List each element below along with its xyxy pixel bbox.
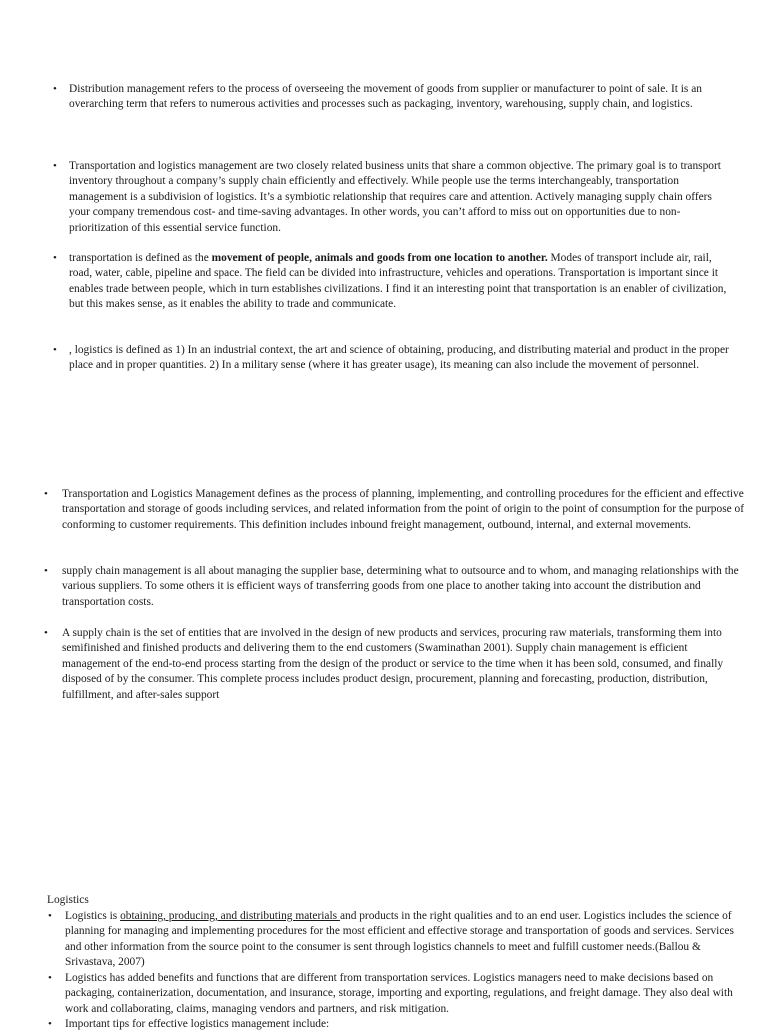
bullet-icon: •	[44, 627, 48, 639]
paragraph-text-start: Logistics is	[65, 910, 121, 922]
paragraph-text-start: transportation is defined as the	[69, 252, 212, 264]
list-item	[53, 82, 729, 113]
bullet-icon: •	[48, 910, 52, 922]
bullet-icon: •	[48, 1018, 52, 1030]
list-item	[44, 626, 748, 703]
paragraph-text: supply chain management is all about managing the supplier base, determining what to outsource and to whom, and managing relationships with the various suppliers. To some others it is efficient ways of transferring goods from one place to another taking into account the distribution and transportation costs.	[62, 565, 739, 608]
list-item	[53, 159, 729, 236]
list-item	[53, 251, 729, 313]
list-item	[48, 971, 745, 1017]
paragraph-text: Transportation and Logistics Management defines as the process of planning, implementing, and controlling procedures for the efficient and effective transportation and storage of goods including services, and related information from the point of origin to the point of consumption for the purpose of conforming to customer requirements. This definition includes inbound freight management, outbound, internal, and external movements.	[62, 488, 745, 531]
paragraph-text	[69, 251, 729, 313]
bullet-icon: •	[53, 252, 57, 264]
list-item	[44, 564, 748, 610]
list-item	[48, 1017, 745, 1032]
bold-definition: movement of people, animals and goods from one location to another.	[211, 252, 548, 264]
list-item	[53, 343, 729, 374]
bullet-icon: •	[53, 344, 57, 356]
paragraph-text-end: Modes of transport include air, rail, road, water, cable, pipeline and space. The field can be divided into infrastructure, vehicles and operations. Transportation is important since it enables trade between people, which in turn establishes civilizations. I find it an interesting point that transportation is an enabler of civilization, but this makes sense, as it enables the ability to trade and communicate.	[69, 252, 727, 311]
paragraph-text: Logistics has added benefits and functions that are different from transportation services. Logistics managers need to make decisions based on packaging, containerization, documentation, and insurance, storage, importing and exporting, regulations, and freight damage. They also deal with work and collaborating, claims, managing vendors and partners, and risk mitigation.	[65, 972, 733, 1015]
paragraph-text	[65, 909, 745, 971]
bullet-icon: •	[48, 972, 52, 984]
paragraph-text: A supply chain is the set of entities that are involved in the design of new products and services, procuring raw materials, transforming them into semifinished and finished products and delivering them to the end customers (Swaminathan 2001). Supply chain management is efficient management of the end-to-end process starting from the design of the product or service to the time when it has been sold, consumed, and finally disposed of by the consumer. This complete process includes product design, procurement, planning and forecasting, production, distribution, fulfillment, and after-sales support	[62, 627, 724, 701]
bullet-icon: •	[53, 160, 57, 172]
list-item	[48, 909, 745, 971]
bullet-icon: •	[53, 83, 57, 95]
paragraph-text: , logistics is defined as 1) In an industrial context, the art and science of obtaining, producing, and distributing material and product in the proper place and in proper quantities. 2) In a military sense (where it has greater usage), its meaning can also include the movement of personnel.	[69, 344, 729, 372]
underlined-phrase: obtaining, producing, and distributing materials	[120, 910, 340, 922]
paragraph-text-end: and products in the right qualities and to an end user. Logistics includes the science of planning for managing and implementing procedures for the most efficient and effective storage and transportation of goods and services. Services and other information from the source point to the consumer is sent through logistics channels to meet and fulfill customer needs.(Ballou & Srivastava, 2007)	[65, 910, 734, 969]
paragraph-text: Transportation and logistics management are two closely related business units that share a common objective. The primary goal is to transport inventory throughout a company’s supply chain efficiently and effectively. While people use the terms interchangeably, transportation management is a subdivision of logistics. It’s a symbiotic relationship that requires care and attention. Actively managing supply chain offers your company tremendous cost- and time-saving advantages. In other words, you can’t afford to miss out on opportunities due to non-prioritization of this essential service function.	[69, 160, 721, 234]
bullet-icon: •	[44, 488, 48, 500]
list-item	[44, 487, 748, 533]
paragraph-text: Distribution management refers to the process of overseeing the movement of goods from supplier or manufacturer to point of sale. It is an overarching term that refers to numerous activities and processes such as packaging, inventory, warehousing, supply chain, and logistics.	[69, 83, 702, 111]
bullet-icon: •	[44, 565, 48, 577]
section-heading: Logistics	[47, 894, 89, 906]
paragraph-text: Important tips for effective logistics management include:	[65, 1018, 330, 1030]
